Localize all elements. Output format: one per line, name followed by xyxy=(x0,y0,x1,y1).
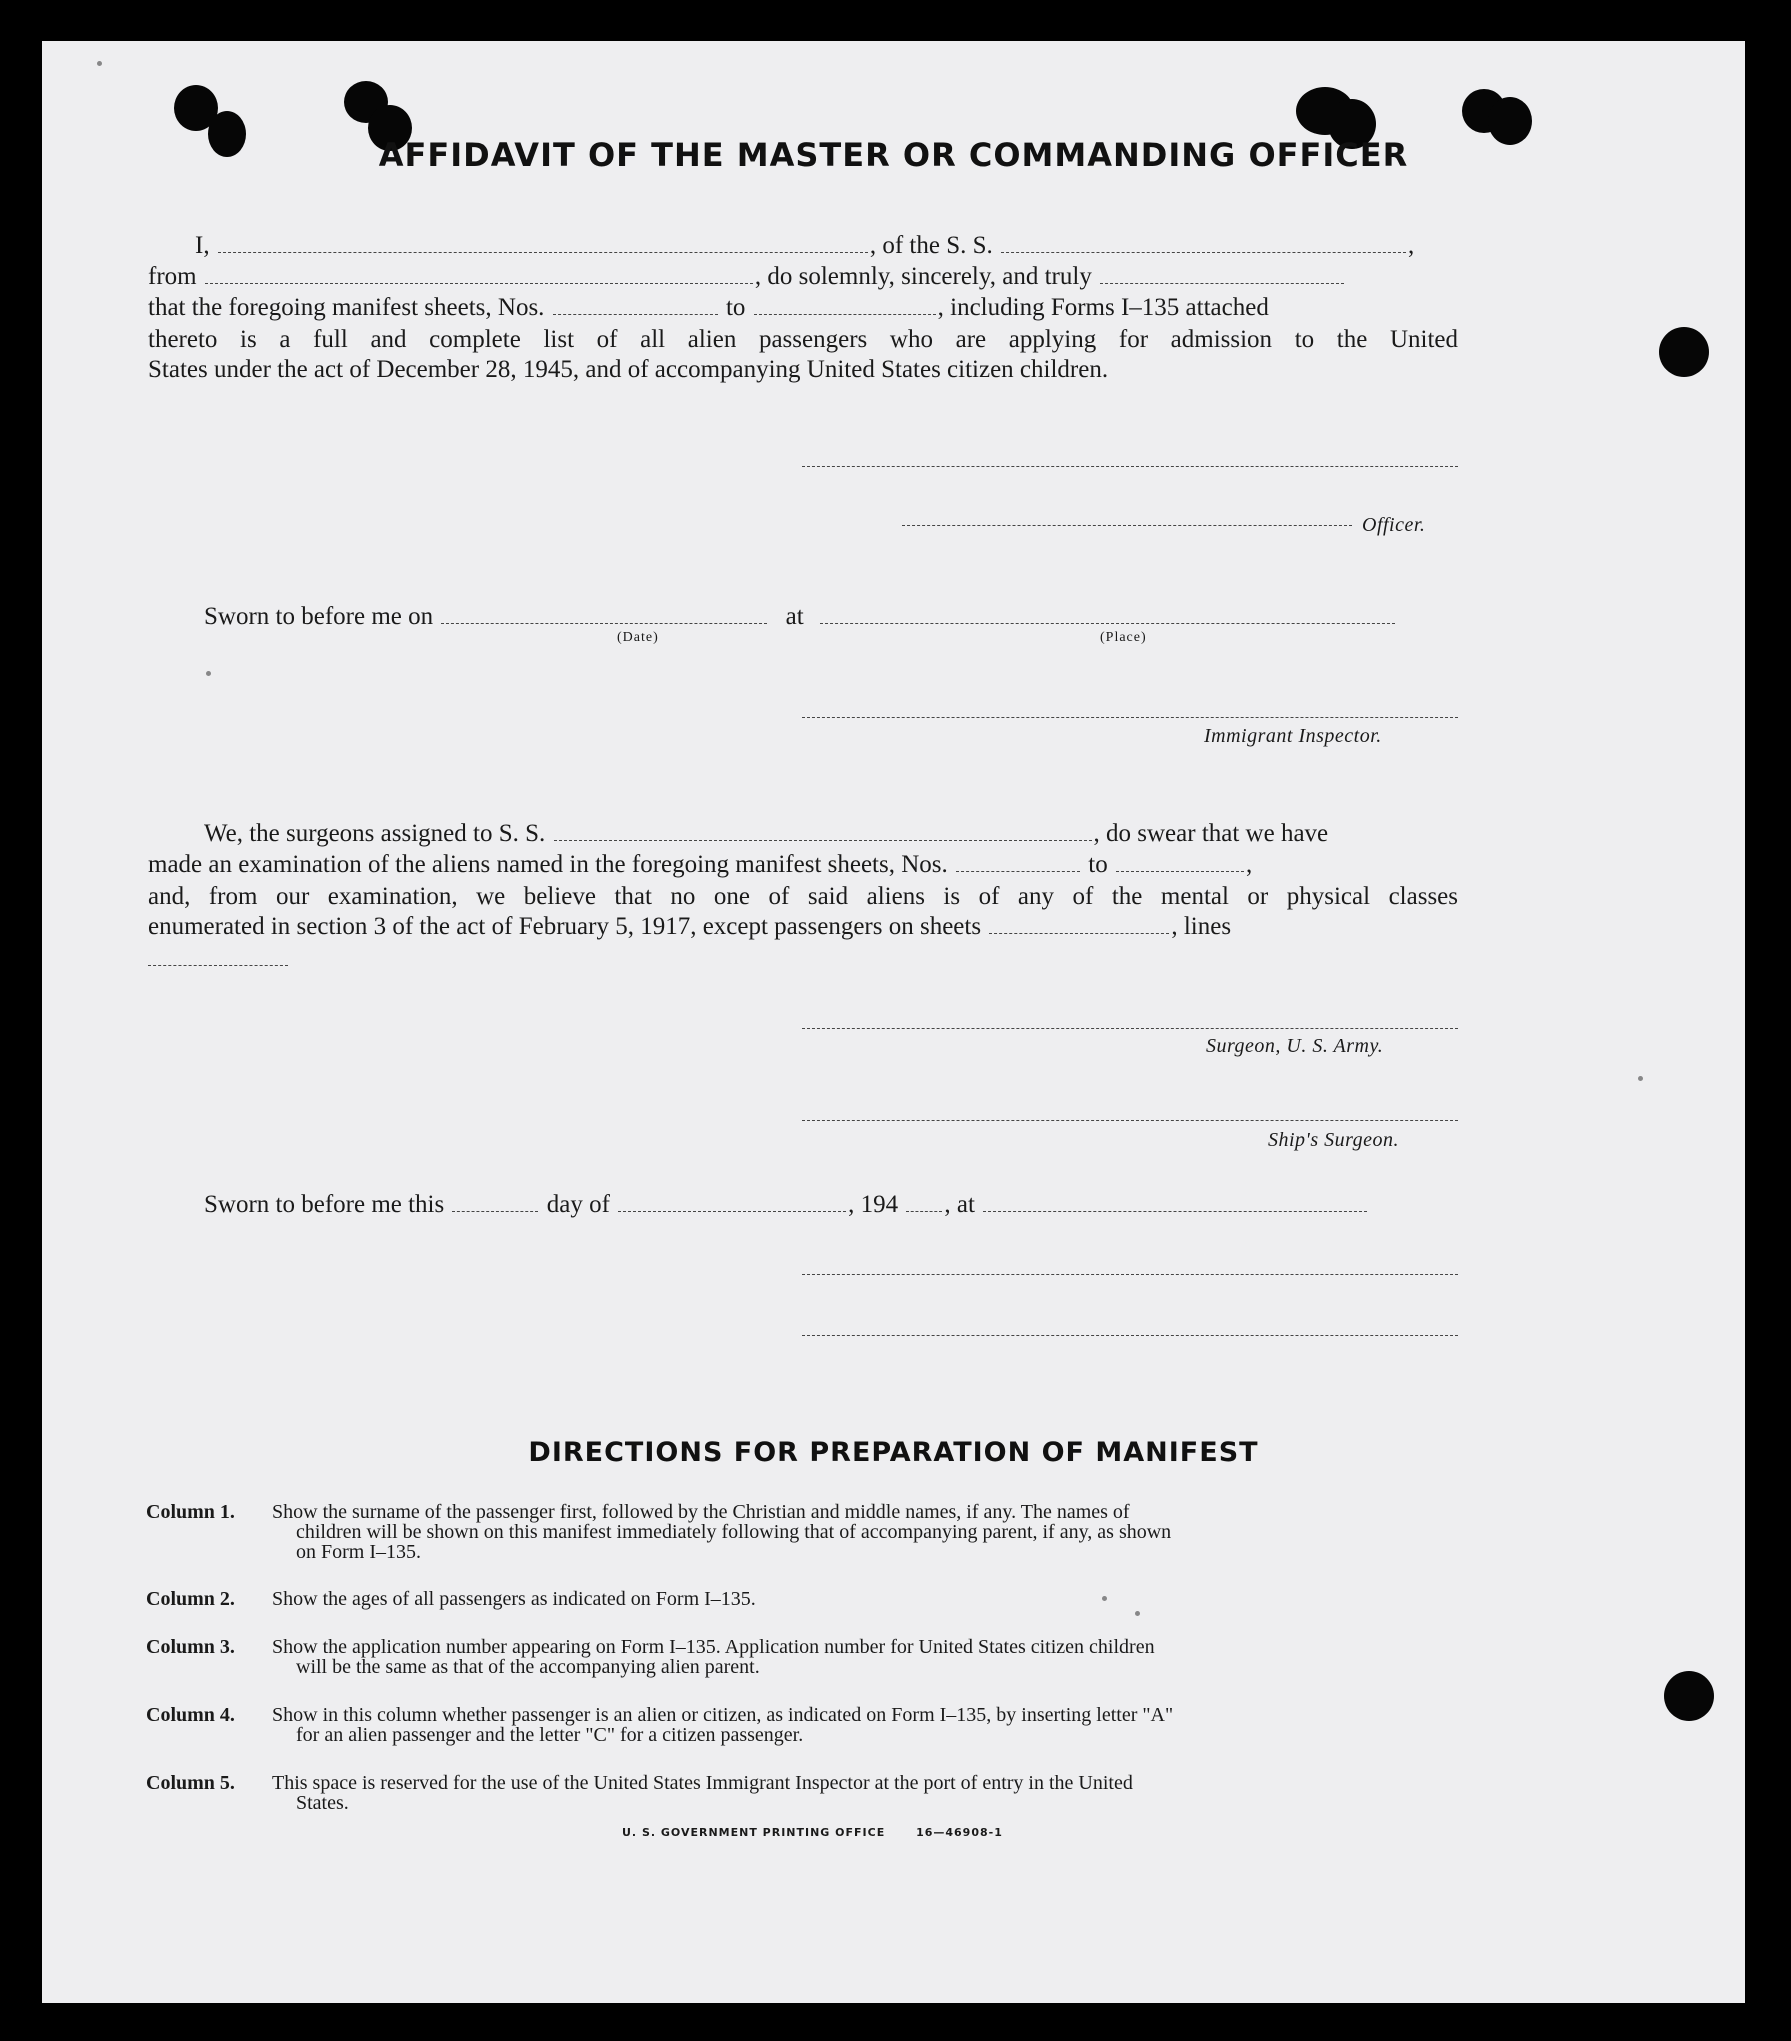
text-194: , 194 xyxy=(848,1191,899,1218)
direction-label: Column 3. xyxy=(146,1636,235,1658)
direction-column-1 xyxy=(146,1502,1462,1566)
punch-hole xyxy=(1659,327,1709,377)
printer-name: U. S. GOVERNMENT PRINTING OFFICE xyxy=(622,1826,886,1839)
direction-column-4 xyxy=(146,1705,1462,1749)
text-at: , at xyxy=(944,1191,975,1218)
directions-title: DIRECTIONS FOR PREPARATION OF MANIFEST xyxy=(528,1437,1259,1468)
sworn-place-blank[interactable] xyxy=(983,1194,1367,1212)
lines-blank[interactable] xyxy=(148,964,288,966)
ship-surgeon-signature-line[interactable] xyxy=(802,1119,1458,1121)
officer-signature-line[interactable] xyxy=(902,524,1352,526)
officer-label: Officer. xyxy=(1362,514,1426,536)
surgeon-sheet-from-blank[interactable] xyxy=(956,854,1080,872)
text-day-of: day of xyxy=(546,1191,610,1218)
surgeons-line-3: and, from our examination, we believe that no one of said aliens is of any of the mental or physical classes xyxy=(148,883,1458,910)
text-from: from xyxy=(148,263,197,290)
month-blank[interactable] xyxy=(618,1194,846,1212)
text-to: to xyxy=(725,294,746,321)
affidavit-line-2 xyxy=(148,262,1346,292)
printing-office-footer xyxy=(622,1826,1003,1839)
inspector-label: Immigrant Inspector. xyxy=(1204,725,1382,747)
direction-text xyxy=(272,1705,1462,1745)
affidavit-line-4: thereto is a full and complete list of all alien passengers who are applying for admission to the United xyxy=(148,326,1458,353)
text-at: at xyxy=(785,603,804,630)
direction-text xyxy=(272,1589,1462,1609)
sworn-signature-line-1[interactable] xyxy=(802,1273,1458,1275)
army-surgeon-signature-line[interactable] xyxy=(802,1027,1458,1029)
surgeons-line-2 xyxy=(148,850,1252,880)
direction-column-2 xyxy=(146,1589,1462,1613)
text-comma: , xyxy=(1408,232,1415,259)
direction-text xyxy=(272,1773,1462,1813)
sheet-from-blank[interactable] xyxy=(553,297,718,315)
text-do-solemnly: , do solemnly, sincerely, and truly xyxy=(754,263,1092,290)
text-sworn-on: Sworn to before me on xyxy=(204,603,434,630)
place-blank[interactable] xyxy=(820,606,1395,624)
direction-line: Show in this column whether passenger is an alien or citizen, as indicated on Form I–135, by inserting letter "A" xyxy=(272,1704,1174,1726)
paper-speck xyxy=(97,61,102,66)
army-surgeon-label: Surgeon, U. S. Army. xyxy=(1206,1035,1384,1057)
direction-text xyxy=(272,1502,1462,1562)
direction-label: Column 1. xyxy=(146,1501,235,1523)
direction-column-5 xyxy=(146,1773,1462,1817)
direction-line: on Form I–135. xyxy=(296,1541,421,1563)
direction-line: Show the application number appearing on Form I–135. Application number for United States citizen children xyxy=(272,1636,1155,1658)
text-sworn-this: Sworn to before me this xyxy=(204,1191,445,1218)
text-made-examination: made an examination of the aliens named in the foregoing manifest sheets, Nos. xyxy=(148,851,948,878)
port-from-blank[interactable] xyxy=(205,266,753,284)
year-blank[interactable] xyxy=(906,1194,942,1212)
date-caption: (Date) xyxy=(617,630,659,645)
text-we-surgeons: We, the surgeons assigned to S. S. xyxy=(204,820,546,847)
direction-line: will be the same as that of the accompanying alien parent. xyxy=(296,1656,760,1678)
ship-surgeon-label: Ship's Surgeon. xyxy=(1268,1129,1400,1151)
master-signature-line[interactable] xyxy=(802,465,1458,467)
direction-line: Show the surname of the passenger first, followed by the Christian and middle names, if any. The names of xyxy=(272,1501,1130,1523)
text-of-the-ss: , of the S. S. xyxy=(869,232,993,259)
text-comma: , xyxy=(1245,851,1253,878)
inspector-signature-line[interactable] xyxy=(802,716,1458,718)
text-do-swear: , do swear that we have xyxy=(1093,820,1329,847)
surgeons-line-1 xyxy=(204,819,1328,849)
except-sheets-blank[interactable] xyxy=(989,916,1169,934)
name-blank[interactable] xyxy=(218,235,868,253)
direction-line: States. xyxy=(296,1792,349,1814)
text-i: I, xyxy=(195,232,210,259)
affidavit-title: AFFIDAVIT OF THE MASTER OR COMMANDING OFFICER xyxy=(378,136,1409,174)
text-enumerated: enumerated in section 3 of the act of February 5, 1917, except passengers on sheets xyxy=(148,913,982,940)
direction-line: for an alien passenger and the letter "C" for a citizen passenger. xyxy=(296,1724,804,1746)
sworn-line-1 xyxy=(204,602,1397,632)
text-to: to xyxy=(1088,851,1108,878)
surgeons-line-4 xyxy=(148,912,1231,942)
text-foregoing-sheets: that the foregoing manifest sheets, Nos. xyxy=(148,294,545,321)
surgeon-sheet-to-blank[interactable] xyxy=(1116,854,1244,872)
sworn-signature-line-2[interactable] xyxy=(802,1334,1458,1336)
oath-blank[interactable] xyxy=(1100,266,1344,284)
direction-label: Column 5. xyxy=(146,1772,235,1794)
paper-speck xyxy=(1638,1076,1643,1081)
form-code: 16—46908-1 xyxy=(916,1826,1003,1839)
text-lines: , lines xyxy=(1171,913,1232,940)
place-caption: (Place) xyxy=(1100,630,1147,645)
paper-speck xyxy=(206,671,211,676)
date-blank[interactable] xyxy=(441,606,767,624)
punch-hole xyxy=(1664,1671,1714,1721)
direction-line: This space is reserved for the use of the United States Immigrant Inspector at the port of entry in the United xyxy=(272,1772,1133,1794)
direction-label: Column 2. xyxy=(146,1588,235,1610)
day-blank[interactable] xyxy=(452,1194,538,1212)
affidavit-line-5: States under the act of December 28, 1945, and of accompanying United States citizen children. xyxy=(148,356,1109,383)
direction-text xyxy=(272,1637,1462,1677)
direction-column-3 xyxy=(146,1637,1462,1681)
affidavit-line-3 xyxy=(148,293,1269,323)
form-sheet xyxy=(42,41,1745,2003)
sworn-line-2 xyxy=(204,1190,1369,1220)
text-including-forms: , including Forms I–135 attached xyxy=(937,294,1269,321)
affidavit-line-1 xyxy=(195,231,1414,261)
direction-label: Column 4. xyxy=(146,1704,235,1726)
direction-line: children will be shown on this manifest immediately following that of accompanying parent, if any, as shown xyxy=(296,1521,1172,1543)
direction-line: Show the ages of all passengers as indicated on Form I–135. xyxy=(272,1588,756,1610)
sheet-to-blank[interactable] xyxy=(754,297,936,315)
ship-name-blank[interactable] xyxy=(1001,235,1406,253)
surgeon-ship-blank[interactable] xyxy=(554,823,1092,841)
